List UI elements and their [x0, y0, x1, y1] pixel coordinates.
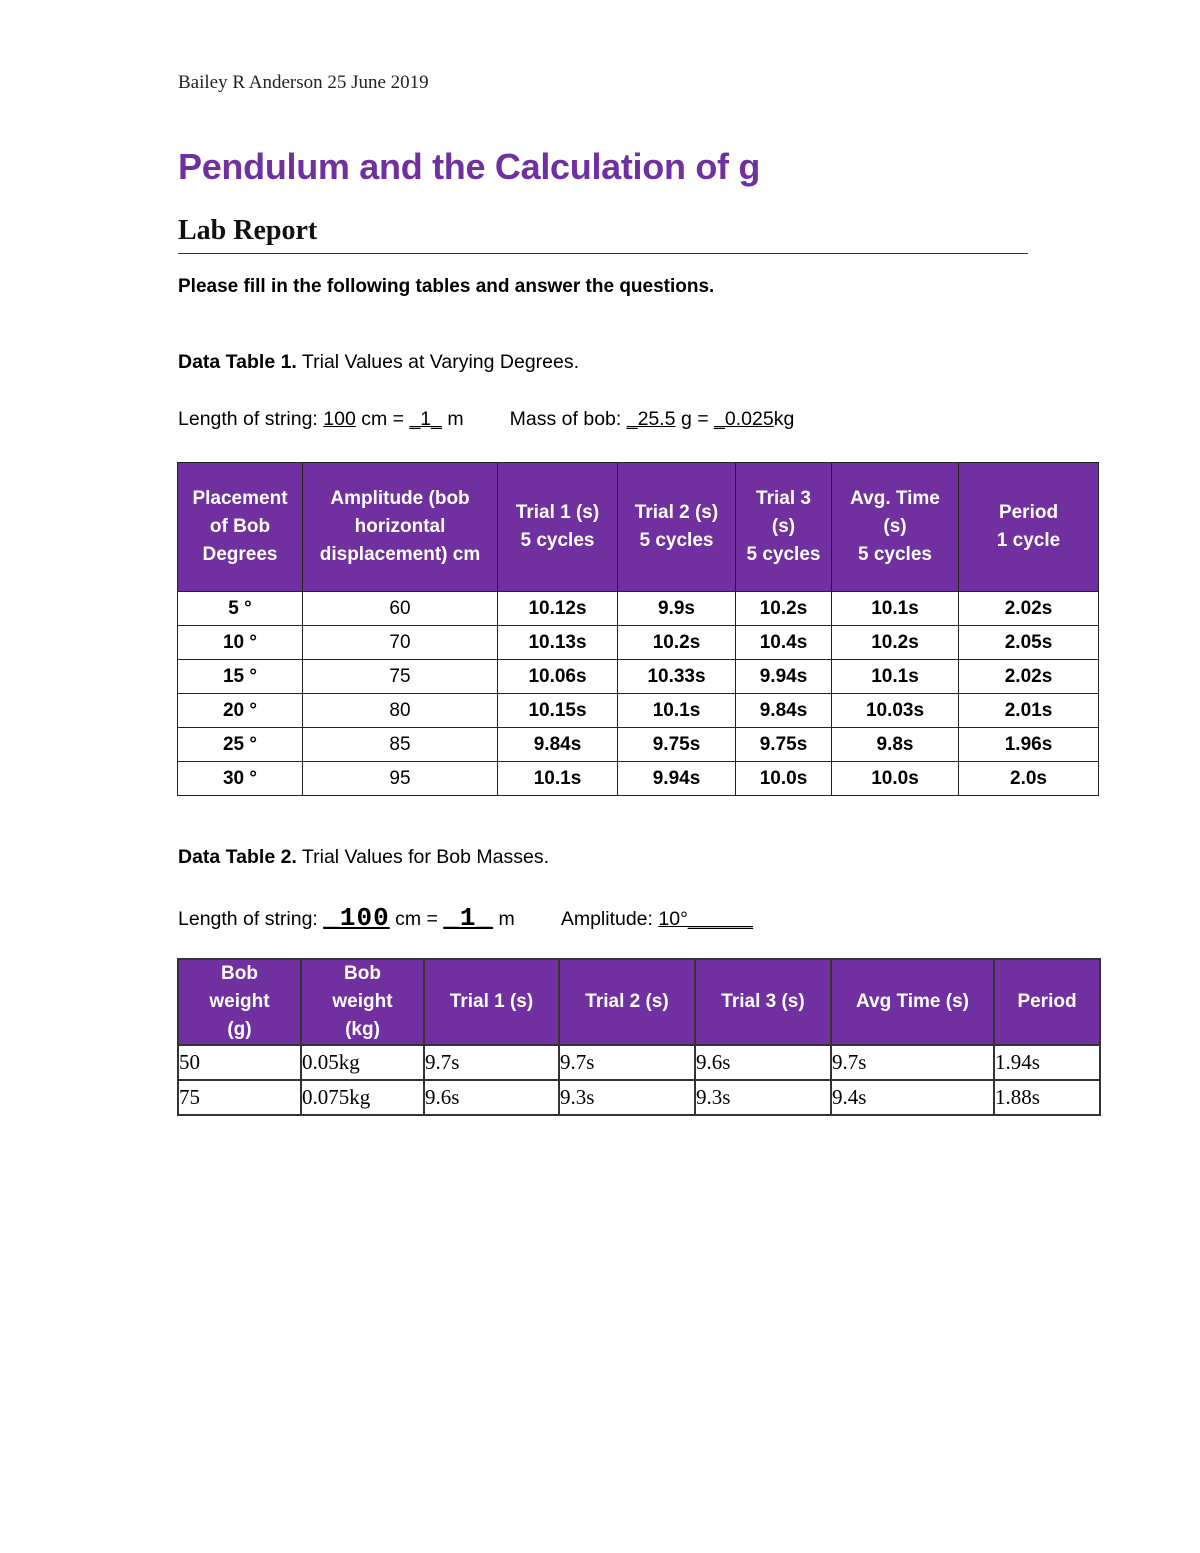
table1-row — [178, 728, 1099, 762]
table2-header-cell — [178, 959, 301, 1045]
table2-cell: 9.7s — [831, 1045, 994, 1080]
table1-cell: 9.94s — [736, 660, 832, 694]
table1-cell: 10.1s — [832, 660, 959, 694]
table1-cell: 80 — [303, 694, 498, 728]
table2-header-line: (kg) — [345, 1019, 380, 1040]
table2-header-cell — [994, 959, 1100, 1045]
table2-cell: 9.4s — [831, 1080, 994, 1115]
data-table-2 — [177, 958, 1101, 1116]
t1-length-m-value: _1_ — [409, 408, 442, 430]
table2-header-line: Period — [1017, 991, 1077, 1012]
table1-cell: 60 — [303, 592, 498, 626]
table2-cell: 9.6s — [695, 1045, 831, 1080]
t1-length-cm-value: 100 — [323, 408, 356, 430]
table1-cell: 10 ° — [178, 626, 303, 660]
author-date: Bailey R Anderson 25 June 2019 — [178, 72, 429, 93]
table2-row — [178, 1045, 1100, 1080]
t1-kg-unit: kg — [773, 408, 795, 430]
table1-header-cell — [959, 463, 1099, 592]
table2-header-line: weight — [209, 991, 270, 1012]
table1-cell: 10.1s — [832, 592, 959, 626]
table1-header-line: Degrees — [202, 544, 278, 565]
table1-cell: 5 ° — [178, 592, 303, 626]
table1-header-line: horizontal — [354, 516, 446, 537]
t2-amplitude-label: Amplitude: — [560, 908, 659, 930]
table2-cell: 1.88s — [994, 1080, 1100, 1115]
t1-m-unit: m — [442, 408, 464, 430]
table1-cell: 9.84s — [498, 728, 618, 762]
t2-m-unit: m — [493, 908, 515, 930]
table1-header-line: Amplitude (bob — [330, 488, 470, 509]
table1-cell: 9.9s — [618, 592, 736, 626]
table2-row — [178, 1080, 1100, 1115]
table1-row — [178, 660, 1099, 694]
table1-cell: 10.4s — [736, 626, 832, 660]
table1-cell: 2.01s — [959, 694, 1099, 728]
table1-cell: 15 ° — [178, 660, 303, 694]
table1-row — [178, 626, 1099, 660]
table1-header-line: Period — [998, 502, 1059, 523]
table1-cell: 10.12s — [498, 592, 618, 626]
table2-cell: 0.05kg — [301, 1045, 424, 1080]
table2-header-row — [178, 959, 1100, 1045]
t2-cm-equals: cm = — [389, 908, 444, 930]
subtitle-underline-divider — [178, 253, 1028, 254]
table1-cell: 2.0s — [959, 762, 1099, 796]
table1-header-line: displacement) cm — [319, 544, 481, 565]
page-subtitle: Lab Report — [178, 215, 318, 246]
table2-header-line: Trial 2 (s) — [585, 991, 669, 1012]
table1-cell: 10.1s — [498, 762, 618, 796]
table1-row — [178, 694, 1099, 728]
page-title: Pendulum and the Calculation of g — [178, 146, 761, 187]
t1-length-label: Length of string: — [178, 408, 324, 430]
table2-caption-label: Data Table 2. — [178, 846, 297, 868]
table1-cell: 70 — [303, 626, 498, 660]
table1-cell: 75 — [303, 660, 498, 694]
table1-cell: 2.02s — [959, 592, 1099, 626]
table1-cell: 10.2s — [618, 626, 736, 660]
table2-header-line: (g) — [227, 1019, 252, 1040]
table1-header-line: 5 cycles — [639, 530, 714, 551]
table1-cell: 10.2s — [736, 592, 832, 626]
table2-header-cell — [424, 959, 559, 1045]
table2-header-line: Trial 1 (s) — [449, 991, 534, 1012]
table1-cell: 10.15s — [498, 694, 618, 728]
table1-cell: 10.03s — [832, 694, 959, 728]
table2-header-cell — [695, 959, 831, 1045]
table1-cell: 10.0s — [736, 762, 832, 796]
table2-cell: 9.3s — [695, 1080, 831, 1115]
table1-cell: 2.02s — [959, 660, 1099, 694]
table1-header-line: (s) — [771, 516, 796, 537]
table2-header-cell — [831, 959, 994, 1045]
table1-header-line: 1 cycle — [996, 530, 1061, 551]
table1-header-line: Avg. Time — [850, 488, 940, 509]
table2-header-line: Bob — [344, 963, 381, 984]
table1-header-line: Trial 2 (s) — [634, 502, 719, 523]
table1-cell: 25 ° — [178, 728, 303, 762]
table2-header-line: Avg Time (s) — [856, 991, 969, 1012]
table2-caption — [178, 846, 549, 869]
table1-caption-text: Trial Values at Varying Degrees. — [296, 351, 580, 373]
table2-cell: 50 — [178, 1045, 301, 1080]
t2-amplitude-value: 10°______ — [658, 908, 753, 930]
table2-cell: 75 — [178, 1080, 301, 1115]
table2-header-cell — [301, 959, 424, 1045]
t2-length-m-value: _1_ — [443, 903, 494, 933]
table1-header-line: Placement — [192, 488, 288, 509]
table1-cell: 10.1s — [618, 694, 736, 728]
table1-cell: 2.05s — [959, 626, 1099, 660]
table2-caption-text: Trial Values for Bob Masses. — [296, 846, 550, 868]
t1-cm-equals: cm = — [355, 408, 410, 430]
t2-length-cm-value: _100 — [323, 903, 390, 933]
table1-header-row — [178, 463, 1099, 592]
table1-cell: 20 ° — [178, 694, 303, 728]
table1-header-line: 5 cycles — [520, 530, 595, 551]
table2-cell: 9.3s — [559, 1080, 695, 1115]
table1-header-cell — [178, 463, 303, 592]
table1-cell: 10.13s — [498, 626, 618, 660]
t2-length-label: Length of string: — [178, 908, 324, 930]
table1-cell: 95 — [303, 762, 498, 796]
table1-cell: 9.94s — [618, 762, 736, 796]
data-table-1 — [177, 462, 1099, 796]
table1-caption — [178, 351, 579, 374]
table2-header-line: weight — [332, 991, 393, 1012]
table2-header-line: Bob — [221, 963, 258, 984]
table1-cell: 30 ° — [178, 762, 303, 796]
table1-row — [178, 592, 1099, 626]
table1-cell: 10.33s — [618, 660, 736, 694]
table1-cell: 9.8s — [832, 728, 959, 762]
table1-header-line: 5 cycles — [746, 544, 821, 565]
table2-parameters — [178, 903, 753, 933]
table2-cell: 9.6s — [424, 1080, 559, 1115]
table1-caption-label: Data Table 1. — [178, 351, 297, 373]
t1-g-equals: g = — [675, 408, 715, 430]
table2-cell: 9.7s — [424, 1045, 559, 1080]
t1-mass-g-value: _25.5 — [626, 408, 676, 430]
table1-header-cell — [498, 463, 618, 592]
table2-cell: 0.075kg — [301, 1080, 424, 1115]
table1-header-line: (s) — [883, 516, 907, 537]
table2-cell: 1.94s — [994, 1045, 1100, 1080]
table1-row — [178, 762, 1099, 796]
t1-mass-label: Mass of bob: — [509, 408, 627, 430]
table1-header-cell — [303, 463, 498, 592]
table1-header-line: 5 cycles — [858, 544, 932, 565]
table1-header-line: Trial 1 (s) — [515, 502, 600, 523]
table1-cell: 9.84s — [736, 694, 832, 728]
table1-cell: 10.06s — [498, 660, 618, 694]
table1-header-cell — [618, 463, 736, 592]
table2-cell: 9.7s — [559, 1045, 695, 1080]
table2-header-line: Trial 3 (s) — [721, 991, 805, 1012]
table1-cell: 85 — [303, 728, 498, 762]
table1-cell: 10.0s — [832, 762, 959, 796]
table1-header-line: Trial 3 — [756, 488, 811, 509]
table1-header-cell — [736, 463, 832, 592]
t1-mass-kg-value: _0.025 — [714, 408, 774, 430]
table1-cell: 1.96s — [959, 728, 1099, 762]
table1-cell: 9.75s — [736, 728, 832, 762]
table1-header-cell — [832, 463, 959, 592]
table1-cell: 10.2s — [832, 626, 959, 660]
table1-parameters — [178, 408, 794, 431]
table2-header-cell — [559, 959, 695, 1045]
instructions-text: Please fill in the following tables and answer the questions. — [178, 276, 715, 297]
table1-cell: 9.75s — [618, 728, 736, 762]
table1-header-line: of Bob — [209, 516, 271, 537]
